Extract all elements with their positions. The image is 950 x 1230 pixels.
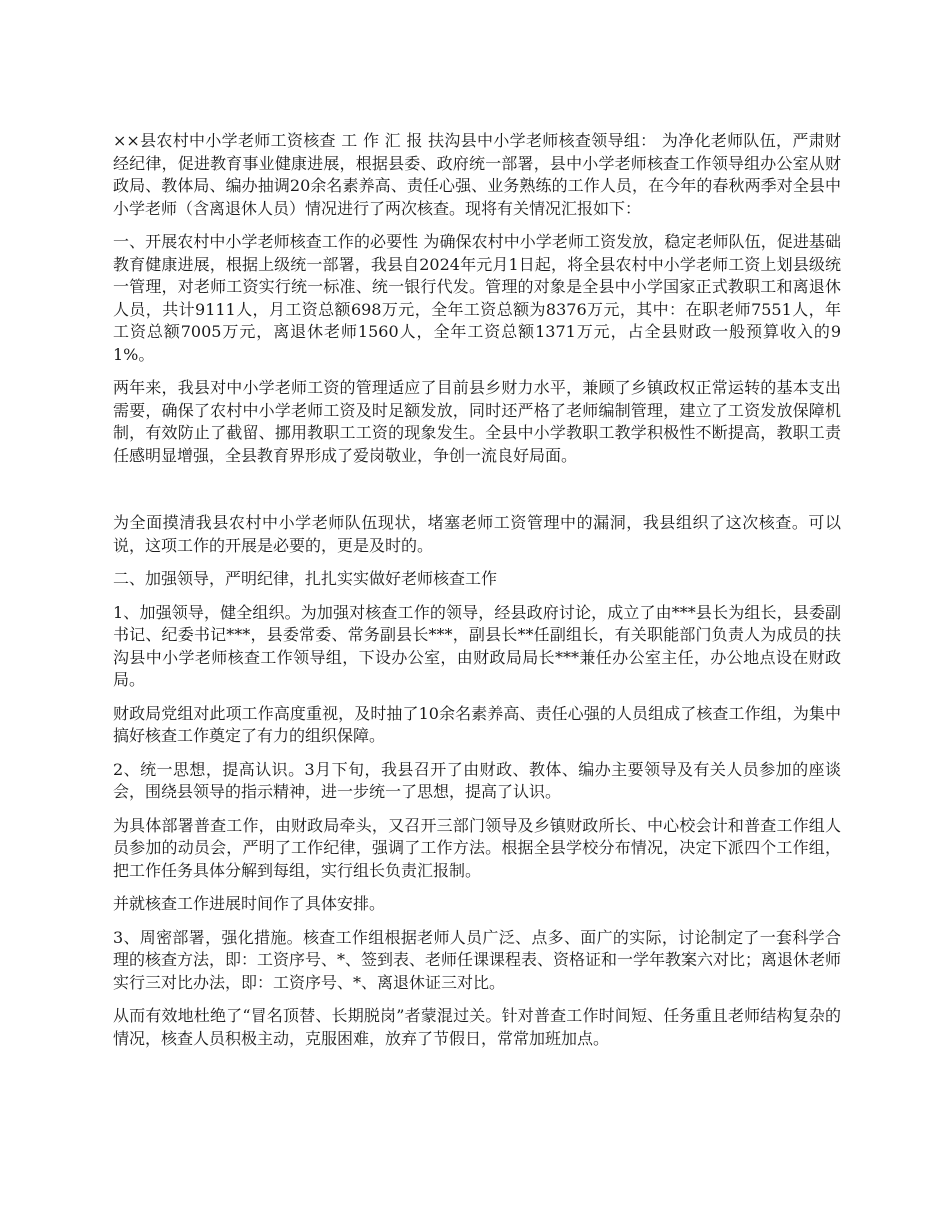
paragraph-purpose: 为全面摸清我县农村中小学老师队伍现状，堵塞老师工资管理中的漏洞，我县组织了这次核查。可以说，这项工作的开展是必要的，更是及时的。: [113, 513, 841, 555]
section-heading-2: 二、加强领导，严明纪律，扎扎实实做好老师核查工作: [113, 569, 498, 588]
paragraph-two-years: 两年来，我县对中小学老师工资的管理适应了目前县乡财力水平，兼顾了乡镇政权正常运转的基本支出需要，确保了农村中小学老师工资及时足额发放，同时还严格了老师编制管理，建立了工资发放保障机制，有效防止了截留、挪用教职工工资的现象发生。全县中小学教职工教学积极性不断提高，教职工责任感明显增强，全县教育界形成了爱岗敬业，争创一流良好局面。: [113, 378, 841, 465]
paragraph-section-1: 一、开展农村中小学老师核查工作的必要性 为确保农村中小学老师工资发放，稳定老师队伍，促进基础教育健康进展，根据上级统一部署，我县自2024年元月1日起，将全县农村中小学老师工资上划县级统一管理，对老师工资实行统一标准、统一银行代发。管理的对象是全县中小学国家正式教职工和离退休人员，共计9111人，月工资总额698万元，全年工资总额为8376万元，其中：在职老师7551人，年工资总额7005万元，离退休老师1560人，全年工资总额1371万元，占全县财政一般预算收入的91%。: [113, 232, 841, 364]
paragraph-spacer: [113, 478, 841, 512]
paragraph-finance-bureau: 财政局党组对此项工作高度重视，及时抽了10余名素养高、责任心强的人员组成了核查工作组，为集中搞好核查工作奠定了有力的组织保障。: [113, 703, 841, 745]
paragraph-item-2: 2、统一思想，提高认识。3月下旬，我县召开了由财政、教体、编办主要领导及有关人员参加的座谈会，围绕县领导的指示精神，进一步统一了思想，提高了认识。: [113, 759, 841, 801]
paragraph-item-1: 1、加强领导，健全组织。为加强对核查工作的领导，经县政府讨论，成立了由***县长为组长，县委副书记、纪委书记***，县委常委、常务副县长***，副县长**任副组长，有关职能部门负责人为成员的扶沟县中小学老师核查工作领导组，下设办公室，由财政局局长***兼任办公室主任，办公地点设在财政局。: [113, 602, 841, 689]
paragraph-intro: ××县农村中小学老师工资核查 工 作 汇 报 扶沟县中小学老师核查领导组： 为净化老师队伍，严肃财经纪律，促进教育事业健康进展，根据县委、政府统一部署，县中小学老师核查工作领导组办公室从财政局、教体局、编办抽调20余名素养高、责任心强、业务熟练的工作人员，在今年的春秋两季对全县中小学老师（含离退休人员）情况进行了两次核查。现将有关情况汇报如下：: [113, 131, 841, 218]
paragraph-item-3: 3、周密部署，强化措施。核查工作组根据老师人员广泛、点多、面广的实际，讨论制定了一套科学合理的核查方法，即：工资序号、*、签到表、老师任课课程表、资格证和一学年教案六对比；离退休老师实行三对比办法，即：工资序号、*、离退休证三对比。: [113, 927, 842, 992]
document-body: [113, 130, 841, 1061]
paragraph-deployment: 为具体部署普查工作，由财政局牵头，又召开三部门领导及乡镇财政所长、中心校会计和普查工作组人员参加的动员会，严明了工作纪律，强调了工作方法。根据全县学校分布情况，决定下派四个工作组，把工作任务具体分解到每组，实行组长负责汇报制。: [113, 815, 841, 880]
paragraph-conclusion: 从而有效地杜绝了“冒名顶替、长期脱岗”者蒙混过关。针对普查工作时间短、任务重且老师结构复杂的情况，核查人员积极主动，克服困难，放弃了节假日，常常加班加点。: [113, 1006, 841, 1048]
paragraph-schedule: 并就核查工作进展时间作了具体安排。: [113, 894, 386, 913]
